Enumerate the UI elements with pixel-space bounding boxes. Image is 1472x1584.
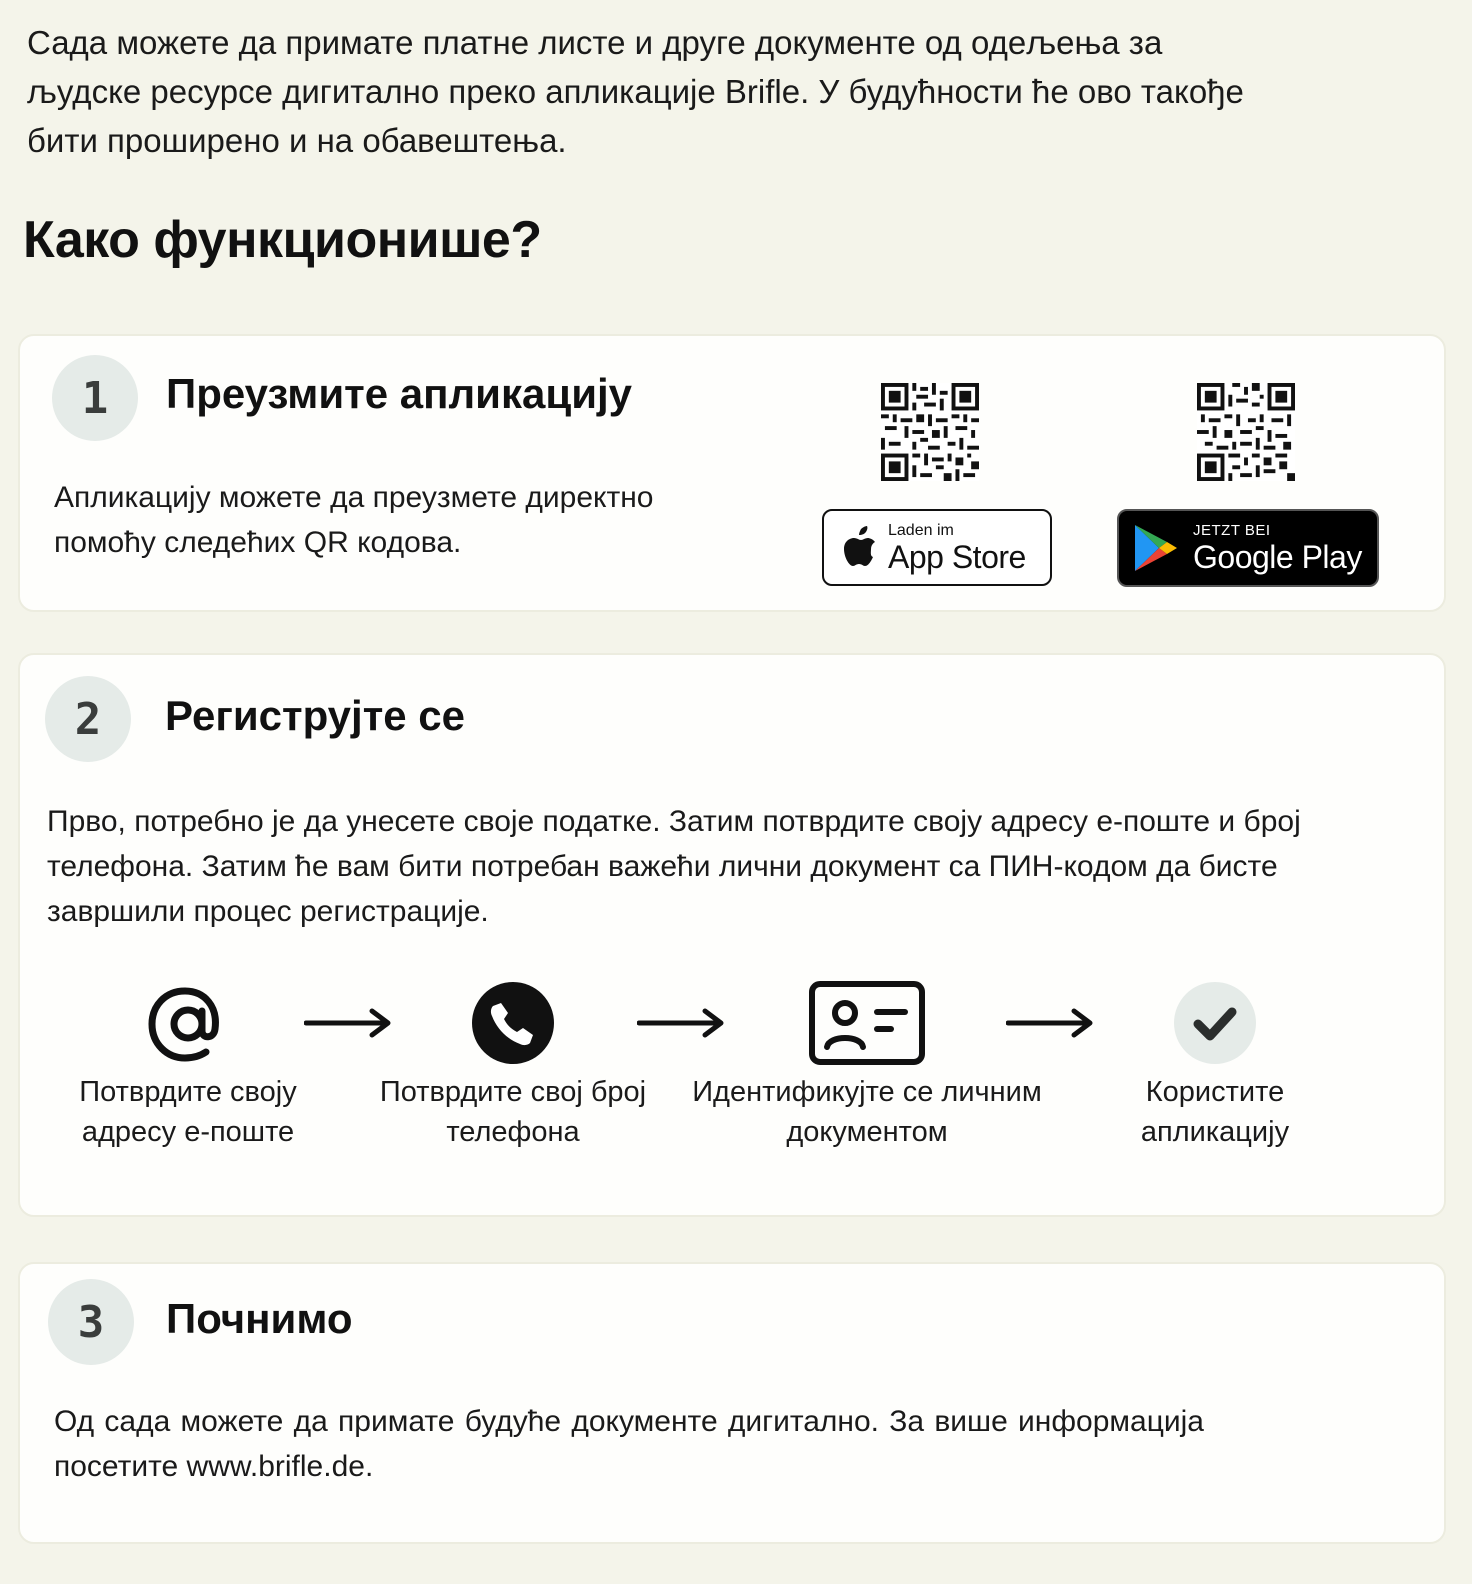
phone-icon [471,981,555,1065]
step-text-line: Прво, потребно је да унесете своје податке. Затим потврдите своју адресу е-поште и број [47,805,1301,838]
flow-label-line: адресу е-поште [81,1116,295,1148]
step-number-badge [52,355,138,441]
step-number: 3 [77,1296,105,1348]
step-text [54,1399,1204,1489]
step-number: 2 [74,693,102,745]
checkmark-icon [1173,981,1257,1065]
flow-step-label [323,1072,703,1152]
step-title: Региструјте се [165,692,466,739]
step-card-download [18,334,1446,612]
arrow-right-icon [1006,1006,1096,1040]
step-title: Преузмите апликацију [166,370,633,417]
flow-label-line: Идентификујте се личним [692,1076,1042,1108]
step-number-badge [45,676,131,762]
app-store-small-text: Laden im [888,521,954,539]
step-text-line: Апликацију можете да преузмете директно [54,481,654,514]
google-play-qr-code[interactable] [1197,383,1295,481]
step-text [54,475,653,565]
flow-label-line: документом [786,1116,948,1148]
step-text-line: информација посетите www.brifle.de. [54,1405,1204,1483]
flow-label-line: Користите [1145,1076,1285,1108]
step-text-line: телефона. Затим ће вам бити потребан важећи лични документ са ПИН-кодом да бисте [47,850,1278,883]
flow-label-line: Потврдите свој број [379,1076,647,1108]
step-number: 1 [81,372,109,424]
flow-step-label [0,1072,378,1152]
arrow-right-icon [637,1006,727,1040]
google-play-small-text: JETZT BEI [1193,522,1271,539]
step-title: Почнимо [166,1295,353,1342]
flow-step-label [1025,1072,1405,1152]
flow-label-line: телефона [446,1116,580,1148]
step-text-line: помоћу следећих QR кодова. [54,526,462,559]
intro-text [27,18,1427,165]
app-store-qr-code[interactable] [881,383,979,481]
step-text-line: Од сада можете да примате будуће документе дигитално. За више [54,1405,1008,1438]
step-card-register [18,653,1446,1217]
intro-line: Сада можете да примате платне листе и друге документе од одељења за [27,24,1163,61]
at-sign-icon [145,981,231,1067]
section-title: Како функционише? [23,211,542,269]
flow-label-line: Потврдите своју [79,1076,297,1108]
google-play-icon [1133,523,1179,573]
google-play-button[interactable] [1117,509,1379,587]
google-play-big-text: Google Play [1193,539,1362,575]
arrow-right-icon [304,1006,394,1040]
intro-line: бити проширено и на обавештења. [27,122,567,159]
step-number-badge [48,1279,134,1365]
app-store-big-text: App Store [888,538,1026,575]
step-text [47,799,1437,934]
step-text-line: завршили процес регистрације. [47,895,489,928]
intro-line: људске ресурсе дигитално преко апликације Brifle. У будућности ће ово такође [27,73,1244,110]
app-store-button[interactable] [822,509,1052,586]
id-card-icon [809,981,925,1065]
flow-label-line: апликацију [1140,1116,1290,1148]
apple-icon [840,526,878,570]
step-card-start [18,1262,1446,1544]
flow-step-label [677,1072,1057,1152]
